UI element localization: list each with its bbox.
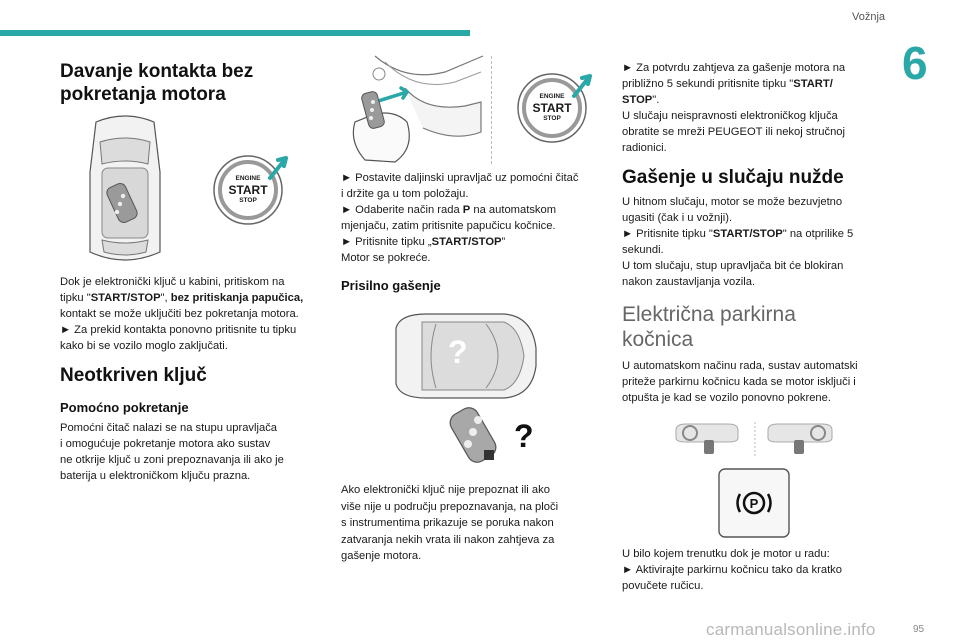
text-line: U tom slučaju, stup upravljača bit će blokiran [622, 260, 844, 272]
text-line: U slučaju neispravnosti elektroničkog ključa [622, 110, 838, 122]
button-text-start: START [228, 183, 268, 197]
text-line: otpušta je kad se vozilo ponovno pokrene. [622, 392, 831, 404]
button-text-engine: ENGINE [539, 93, 565, 100]
text-line: zatvaranja nekih vrata ili nakon zahtjeva za [341, 533, 555, 546]
subsection-title-backup-start: Pomoćno pokretanje [60, 400, 189, 415]
text-line: približno 5 sekundi pritisnite tipku "START/ [622, 78, 833, 90]
subsection-title-forced-shutdown: Prisilno gašenje [341, 278, 441, 293]
chapter-name: Vožnja [852, 11, 886, 23]
text-line: ► Odaberite način rada P na automatskom [341, 204, 557, 216]
text-line: ► Postavite daljinski upravljač uz pomoćni čitač [341, 172, 579, 184]
emergency-shutdown-paragraph [622, 194, 853, 290]
text-line: U hitnom slučaju, motor se može bezuvjetno [622, 196, 843, 208]
question-mark: ? [514, 418, 534, 454]
text-line: Dok je elektronički ključ u kabini, pritiskom na [60, 276, 285, 288]
button-text-engine: ENGINE [235, 175, 261, 182]
text-line: nakon zaustavljanja vozila. [622, 276, 756, 288]
button-text-start: START [532, 101, 572, 115]
backup-start-paragraph [60, 420, 284, 484]
text-line: s instrumentima prikazuje se poruka nakon [341, 517, 554, 529]
parking-brake-steering-illustration [672, 420, 838, 460]
page-number: 95 [913, 624, 925, 635]
text-line: kontakt se može uključiti bez pokretanja motora. [60, 308, 299, 320]
section-title-ignition [60, 60, 253, 106]
text-line: obratite se mreži PEUGEOT ili nekoj stručnoj [622, 126, 846, 138]
section-title-undetected-key: Neotkriven ključ [60, 365, 207, 386]
title-line: kočnica [622, 328, 694, 351]
title-line: Električna parkirna [622, 303, 796, 326]
backup-start-steps-paragraph [341, 170, 578, 266]
text-line: Ako elektronički ključ nije prepoznat ili ako [341, 484, 550, 496]
text-line: Pomoćni čitač nalazi se na stupu upravljača [60, 422, 278, 434]
shutdown-confirm-paragraph [622, 60, 845, 156]
chapter-number: 6 [902, 37, 928, 89]
text-line: gašenje motora. [341, 550, 422, 562]
text-line: radionici. [622, 142, 667, 154]
text-line: i držite ga u tom položaju. [341, 188, 469, 200]
watermark: carmanualsonline.info [706, 620, 876, 639]
text-line: ugasiti (čak i u vožnji). [622, 212, 733, 224]
button-text-stop: STOP [239, 197, 257, 204]
text-line: STOP". [622, 94, 660, 106]
text-line: i omogućuje pokretanje motora ako sustav [60, 438, 271, 450]
text-line: ► Pritisnite tipku "START/STOP" na otprilike 5 [622, 228, 854, 240]
text-line: Motor se pokreće. [341, 252, 431, 264]
key-fob-icon [448, 404, 508, 466]
text-line: ► Za potvrdu zahtjeva za gašenje motora na [622, 62, 846, 74]
car-top-view-key-illustration [82, 112, 168, 264]
start-stop-button-illustration [516, 70, 592, 146]
text-line: baterija u elektroničkom ključu prazna. [60, 470, 251, 482]
text-line: ► Za prekid kontakta ponovno pritisnite tu tipku [60, 324, 297, 336]
text-line: više nije u području prepoznavanja, na ploči [341, 500, 559, 513]
text-line: ne otkrije ključ u zoni prepoznavanja ili ako je [60, 454, 284, 466]
text-line: ► Pritisnite tipku „START/STOP” [341, 236, 506, 248]
parking-brake-auto-paragraph [622, 358, 858, 406]
steering-wheel-icon [768, 424, 832, 454]
parking-brake-button-icon [718, 468, 790, 538]
text-line: tipku "START/STOP", bez pritiskanja papučica, [60, 292, 304, 304]
section-title-emergency-shutdown: Gašenje u slučaju nužde [622, 167, 844, 188]
svg-text:P: P [749, 496, 759, 511]
start-stop-button-illustration [212, 152, 288, 228]
section-title-electric-parking-brake [622, 302, 796, 352]
figure-divider [491, 56, 492, 164]
text-line: U automatskom načinu rada, sustav automatski [622, 360, 858, 372]
ignition-paragraph [60, 274, 303, 354]
text-line: sekundi. [622, 244, 664, 256]
button-text-stop: STOP [543, 115, 561, 122]
text-line: povučete ručicu. [622, 580, 704, 592]
chapter-color-bar [0, 30, 470, 36]
steering-column-key-reader-illustration [345, 52, 485, 164]
text-line: mjenjaču, zatim pritisnite papučicu kočnice. [341, 220, 556, 232]
title-line: pokretanja motora [60, 84, 226, 105]
parking-brake-manual-paragraph [622, 546, 842, 594]
steering-wheel-icon [676, 424, 738, 454]
text-line: kako bi se vozilo moglo zaključati. [60, 340, 228, 352]
text-line: priteže parkirnu kočnicu kada se motor isključi i [622, 376, 856, 388]
text-line: ► Aktivirajte parkirnu kočnicu tako da kratko [622, 564, 843, 576]
title-line: Davanje kontakta bez [60, 61, 254, 82]
forced-shutdown-paragraph [341, 482, 558, 565]
text-line: U bilo kojem trenutku dok je motor u radu: [622, 548, 830, 560]
question-mark-on-car: ? [448, 334, 468, 370]
